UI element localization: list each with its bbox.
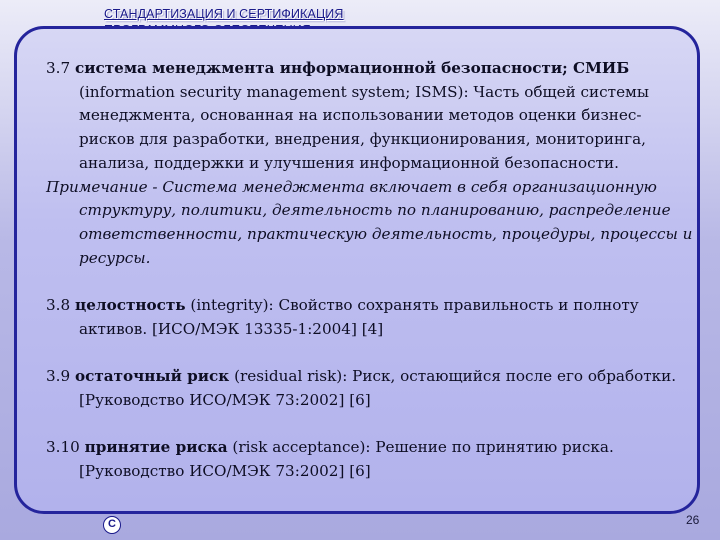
entry-term: принятие риска: [84, 438, 228, 457]
definitions-list: [46, 57, 696, 484]
definition-entry-3-9: [46, 365, 696, 412]
entry-definition: (information security management system; ISMS): Часть общей системы менеджмента, основанная на использовании методов оценки бизнес-рисков для разработки, внедрения, функционирования, мониторинга, анализа, поддержки и улучшения информационной безопасности.: [79, 82, 649, 172]
entry-definition: (risk acceptance): Решение по принятию риска. [Руководство ИСО/МЭК 73:2002] [6]: [79, 438, 614, 480]
header-line-1: СТАНДАРТИЗАЦИЯ И СЕРТИФИКАЦИЯ: [104, 7, 344, 21]
page-number: 26: [686, 513, 700, 527]
copyright-icon: C: [103, 516, 121, 534]
entry-number: 3.10: [46, 438, 80, 457]
entry-number: 3.7: [46, 59, 71, 77]
entry-term: целостность: [74, 296, 186, 315]
definition-entry-3-10: [46, 436, 696, 483]
note-paragraph: Примечание - Система менеджмента включает в себя организационную структуру, политики, деятельность по планированию, распределение ответственности, практическую деятельность, процедуры, процессы и ресурсы.: [46, 177, 693, 267]
entry-number: 3.9: [46, 367, 71, 386]
entry-term: остаточный риск: [74, 367, 230, 386]
definition-entry-3-8: [46, 294, 696, 341]
entry-definition: (integrity): Свойство сохранять правильность и полноту активов. [ИСО/МЭК 13335-1:2004] [4]: [79, 296, 639, 338]
spacer: [46, 270, 696, 294]
entry-definition: (residual risk): Риск, остающийся после его обработки. [Руководство ИСО/МЭК 73:2002] [6]: [79, 367, 677, 409]
entry-term: система менеджмента информационной безопасности; СМИБ: [74, 59, 630, 77]
definition-entry-3-7: [46, 57, 696, 176]
spacer: [46, 341, 696, 365]
entry-number: 3.8: [46, 296, 71, 315]
spacer: [46, 413, 696, 437]
